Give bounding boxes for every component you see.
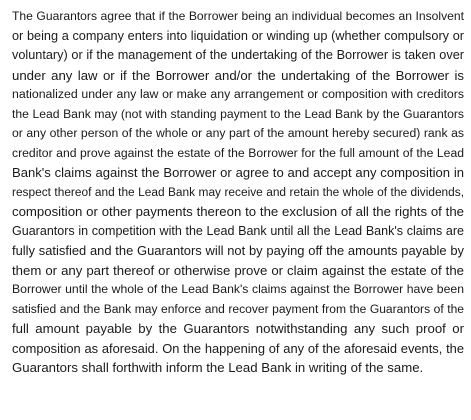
text-line: composition or other payments thereon to the exclusion of all the rights of the: [12, 204, 464, 219]
text-line: Bank's claims against the Borrower or agree to and accept any composition in: [12, 165, 464, 180]
text-line: fully satisfied and the Guarantors will not by paying off the amounts payable by: [12, 243, 464, 258]
text-line: composition as aforesaid. On the happening of any of the aforesaid events, the: [12, 340, 464, 356]
text-line: the Lead Bank may (not with standing payment to the Lead Bank by the Guarantors: [12, 106, 464, 121]
text-line: Guarantors shall forthwith inform the Lead Bank in writing of the same.: [12, 360, 424, 375]
text-line: them or any part thereof or otherwise prove or claim against the estate of the: [12, 262, 464, 278]
text-line: full amount payable by the Guarantors notwithstanding any such proof or: [12, 321, 464, 336]
text-line: The Guarantors agree that if the Borrower being an individual becomes an Insolvent: [12, 9, 464, 23]
text-line: Guarantors in competition with the Lead Bank until all the Lead Bank's claims are: [12, 223, 464, 238]
text-line: creditor and prove against the estate of the Borrower for the full amount of the Lead: [12, 145, 464, 160]
text-line: nationalized under any law or make any arrangement or composition with creditors: [12, 87, 464, 101]
text-line: respect thereof and the Lead Bank may receive and retain the whole of the dividends,: [12, 184, 464, 199]
text-line: or any other person of the whole or any part of the amount hereby secured) rank as: [12, 126, 464, 140]
text-line: satisfied and the Bank may enforce and recover payment from the Guarantors of the: [12, 301, 464, 316]
text-line: Borrower until the whole of the Lead Bank's claims against the Borrower have been: [12, 282, 464, 296]
guarantee-clause-paragraph: [12, 7, 464, 378]
text-line: or being a company enters into liquidation or winding up (whether compulsory or: [12, 28, 464, 43]
text-line: voluntary) or if the management of the undertaking of the Borrower is taken over: [12, 48, 464, 62]
text-line: under any law or if the Borrower and/or the undertaking of the Borrower is: [12, 67, 464, 83]
